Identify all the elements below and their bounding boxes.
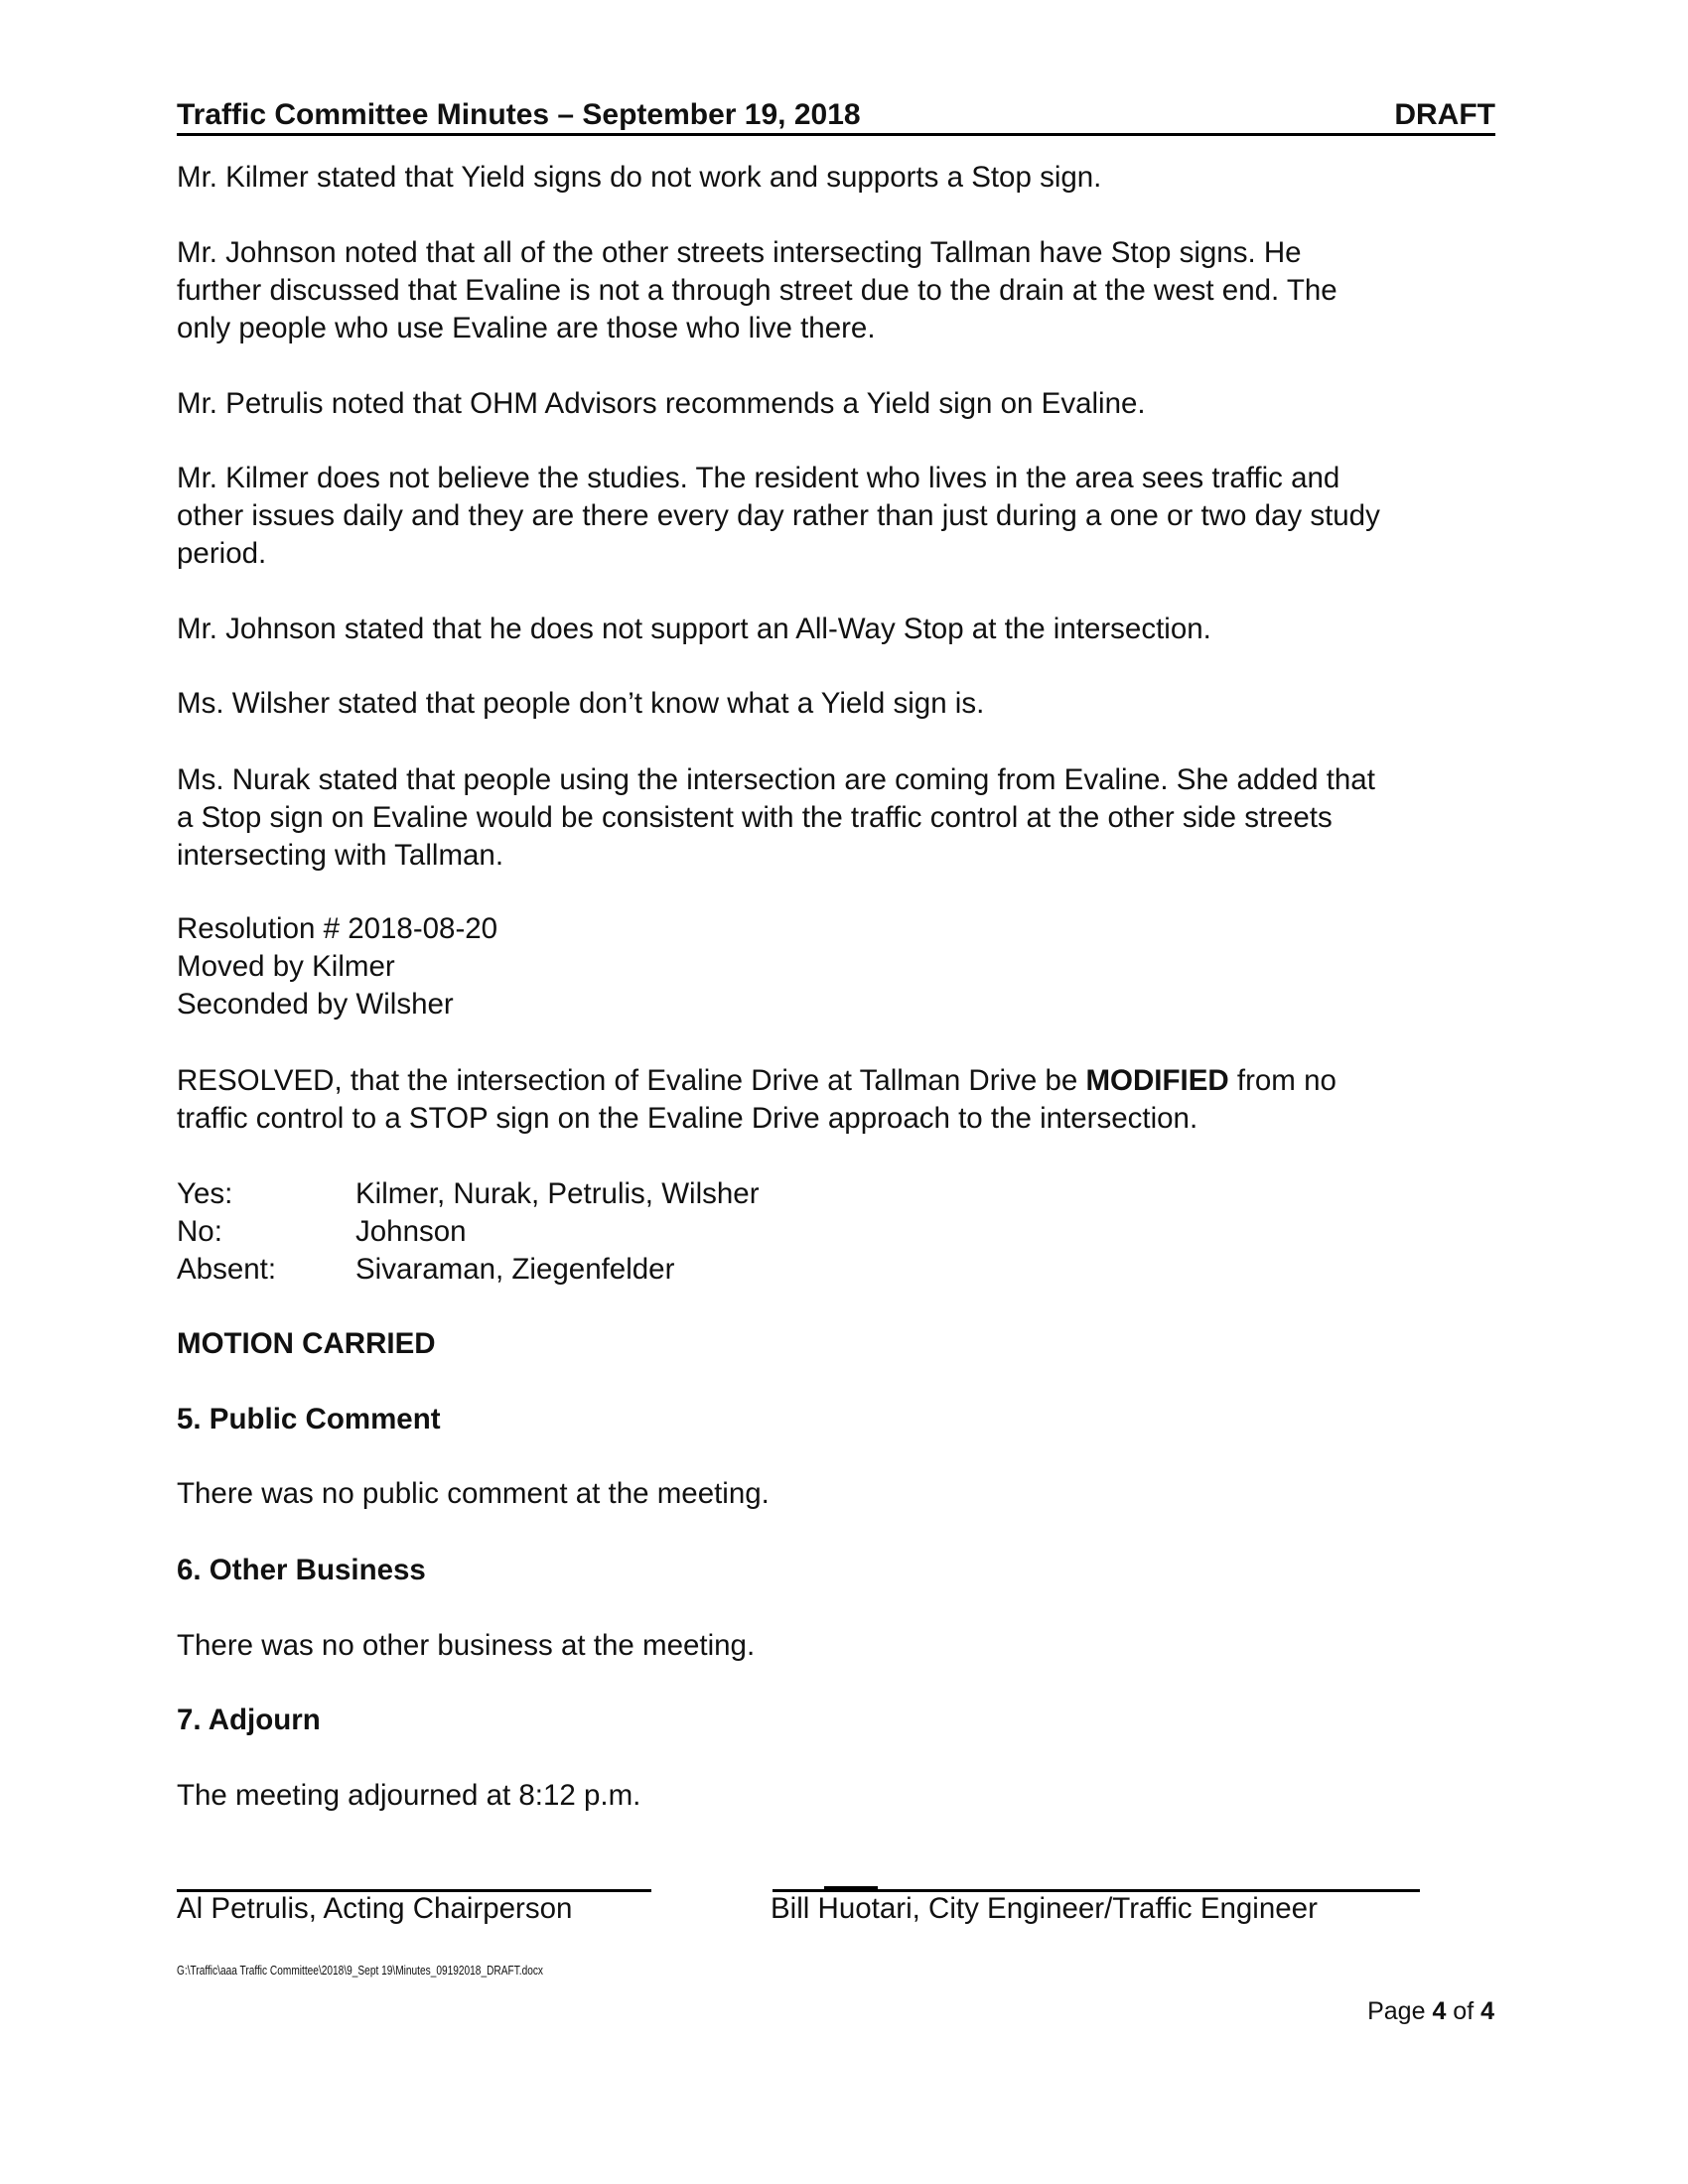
- resolution-seconded: Seconded by Wilsher: [177, 987, 454, 1021]
- text-line: Ms. Nurak stated that people using the intersection are coming from Evaline. She added that: [177, 763, 1375, 796]
- text-line: period.: [177, 536, 267, 570]
- vote-label: Yes:: [177, 1177, 233, 1210]
- text-line: other issues daily and they are there every day rather than just during a one or two day study: [177, 498, 1380, 532]
- vote-label: Absent:: [177, 1252, 277, 1286]
- vote-row-absent: [177, 1251, 760, 1289]
- vote-row-no: [177, 1213, 760, 1251]
- modified-emphasis: MODIFIED: [1085, 1064, 1229, 1097]
- file-path: G:\Traffic\aaa Traffic Committee\2018\9_Sept 19\Minutes_09192018_DRAFT.docx: [177, 1963, 544, 1978]
- text-span: Page: [1367, 1997, 1433, 2025]
- vote-row-yes: [177, 1175, 760, 1213]
- paragraph-petrulis-ohm: Mr. Petrulis noted that OHM Advisors recommends a Yield sign on Evaline.: [177, 387, 1146, 420]
- vote-names: Johnson: [355, 1214, 467, 1248]
- motion-outcome: MOTION CARRIED: [177, 1327, 436, 1360]
- text-line: further discussed that Evaline is not a through street due to the drain at the west end. The: [177, 273, 1337, 307]
- resolution-number: Resolution # 2018-08-20: [177, 912, 498, 945]
- paragraph-wilsher-yield: Ms. Wilsher stated that people don’t know what a Yield sign is.: [177, 687, 985, 720]
- text-line: traffic control to a STOP sign on the Evaline Drive approach to the intersection.: [177, 1101, 1198, 1135]
- vote-label: No:: [177, 1214, 222, 1248]
- text-span: RESOLVED, that the intersection of Evaline Drive at Tallman Drive be: [177, 1064, 1086, 1097]
- paragraph-nurak: [177, 761, 1375, 874]
- signature-name-engineer: Bill Huotari, City Engineer/Traffic Engineer: [771, 1892, 1318, 1925]
- section-heading-public-comment: 5. Public Comment: [177, 1403, 441, 1435]
- resolution-moved: Moved by Kilmer: [177, 949, 395, 983]
- text-span: of: [1446, 1997, 1481, 2025]
- document-title: Traffic Committee Minutes – September 19, 2018: [177, 98, 861, 131]
- paragraph-kilmer-studies: [177, 460, 1380, 572]
- text-span: from no: [1228, 1064, 1336, 1097]
- section-body-adjourn: The meeting adjourned at 8:12 p.m.: [177, 1779, 641, 1812]
- text-line: a Stop sign on Evaline would be consistent with the traffic control at the other side streets: [177, 800, 1333, 834]
- text-line: intersecting with Tallman.: [177, 838, 504, 872]
- text-line: Mr. Kilmer does not believe the studies. The resident who lives in the area sees traffic and: [177, 462, 1340, 494]
- resolution-text: [177, 1062, 1336, 1138]
- vote-names: Kilmer, Nurak, Petrulis, Wilsher: [355, 1177, 760, 1210]
- section-heading-other-business: 6. Other Business: [177, 1554, 426, 1586]
- text-line: only people who use Evaline are those who live there.: [177, 311, 876, 344]
- signature-name-chair: Al Petrulis, Acting Chairperson: [177, 1892, 573, 1925]
- text-line: Mr. Johnson noted that all of the other streets intersecting Tallman have Stop signs. He: [177, 236, 1302, 269]
- vote-table: [177, 1175, 760, 1288]
- page-number: [1367, 1997, 1494, 2026]
- paragraph-johnson-all-way: Mr. Johnson stated that he does not support an All-Way Stop at the intersection.: [177, 613, 1211, 645]
- page-header: [177, 97, 1495, 136]
- section-body-public-comment: There was no public comment at the meeting.: [177, 1477, 770, 1510]
- vote-names: Sivaraman, Ziegenfelder: [355, 1252, 675, 1286]
- page-current: 4: [1432, 1997, 1447, 2025]
- section-heading-adjourn: 7. Adjourn: [177, 1704, 321, 1736]
- paragraph-johnson-stop-signs: [177, 234, 1337, 346]
- section-body-other-business: There was no other business at the meeting.: [177, 1629, 756, 1662]
- page-total: 4: [1480, 1997, 1494, 2025]
- draft-label: DRAFT: [1394, 98, 1495, 131]
- paragraph-kilmer-yield: Mr. Kilmer stated that Yield signs do not work and supports a Stop sign.: [177, 161, 1102, 194]
- text-line: [177, 1062, 1336, 1100]
- resolution-block: [177, 910, 497, 1023]
